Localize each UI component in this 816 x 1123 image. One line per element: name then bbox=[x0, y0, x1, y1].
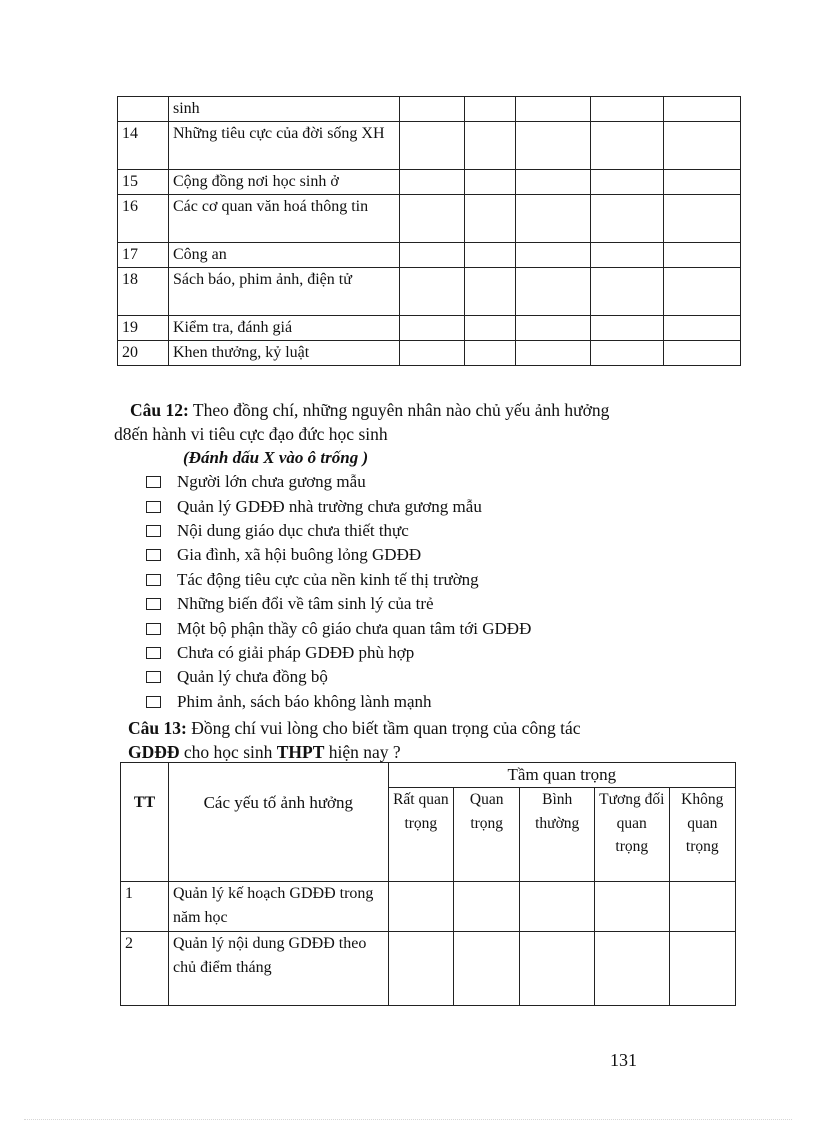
checkbox-icon[interactable] bbox=[146, 525, 161, 537]
checkbox-icon[interactable] bbox=[146, 501, 161, 513]
question-text-line2: d8ến hành vi tiêu cực đạo đức học sinh bbox=[114, 424, 388, 444]
page-number: 131 bbox=[610, 1050, 637, 1070]
checkbox-list bbox=[146, 470, 531, 714]
row-text: sinh bbox=[169, 97, 400, 122]
importance-table bbox=[120, 762, 736, 1006]
header-importance: Tầm quan trọng bbox=[388, 763, 735, 788]
table-row bbox=[118, 316, 741, 341]
checkbox-icon[interactable] bbox=[146, 598, 161, 610]
checkbox-icon[interactable] bbox=[146, 476, 161, 488]
question-text-line2: GDĐĐ cho học sinh THPT hiện nay ? bbox=[128, 742, 401, 762]
checkbox-option[interactable]: Phim ảnh, sách báo không lành mạnh bbox=[146, 690, 531, 714]
question-text-line1: Đồng chí vui lòng cho biết tầm quan trọng của công tác bbox=[186, 718, 581, 738]
row-number: 20 bbox=[118, 341, 169, 366]
checkbox-option[interactable]: Tác động tiêu cực của nền kinh tế thị trường bbox=[146, 568, 531, 592]
table-row bbox=[118, 122, 741, 170]
question-label: Câu 13: bbox=[128, 718, 187, 738]
table-row bbox=[118, 341, 741, 366]
influence-factors-table bbox=[117, 96, 741, 366]
table-row bbox=[118, 97, 741, 122]
row-text: Quản lý nội dung GDĐĐ theo chủ điểm tháng bbox=[169, 932, 389, 1006]
row-text: Khen thưởng, kỷ luật bbox=[169, 341, 400, 366]
row-number: 15 bbox=[118, 170, 169, 195]
checkbox-option[interactable]: Quản lý GDĐĐ nhà trường chưa gương mẫu bbox=[146, 494, 531, 518]
level-important: Quan trọng bbox=[454, 788, 520, 882]
row-number: 16 bbox=[118, 195, 169, 243]
checkbox-icon[interactable] bbox=[146, 574, 161, 586]
table-row bbox=[118, 170, 741, 195]
question-text-line1: Theo đồng chí, những nguyên nhân nào chủ yếu ảnh hưởng bbox=[188, 400, 610, 420]
row-text: Cộng đồng nơi học sinh ở bbox=[169, 170, 400, 195]
checkbox-option[interactable]: Gia đình, xã hội buông lỏng GDĐĐ bbox=[146, 543, 531, 567]
table-row bbox=[118, 268, 741, 316]
row-number: 17 bbox=[118, 243, 169, 268]
checkbox-option[interactable]: Chưa có giải pháp GDĐĐ phù hợp bbox=[146, 641, 531, 665]
row-number: 2 bbox=[121, 932, 169, 1006]
row-text: Những tiêu cực của đời sống XH bbox=[169, 122, 400, 170]
checkbox-icon[interactable] bbox=[146, 623, 161, 635]
checkbox-icon[interactable] bbox=[146, 549, 161, 561]
level-normal: Bình thường bbox=[520, 788, 595, 882]
question-instruction: (Đánh dấu X vào ô trống ) bbox=[183, 448, 369, 467]
table-row bbox=[121, 932, 736, 1006]
checkbox-option[interactable]: Quản lý chưa đồng bộ bbox=[146, 665, 531, 689]
question-label: Câu 12: bbox=[130, 400, 189, 420]
header-tt: TT bbox=[121, 763, 169, 882]
level-not-important: Không quan trọng bbox=[669, 788, 735, 882]
level-very-important: Rất quan trọng bbox=[388, 788, 453, 882]
row-number bbox=[118, 97, 169, 122]
table-row bbox=[118, 195, 741, 243]
checkbox-option[interactable]: Một bộ phận thầy cô giáo chưa quan tâm tới GDĐĐ bbox=[146, 616, 531, 640]
checkbox-option[interactable]: Nội dung giáo dục chưa thiết thực bbox=[146, 519, 531, 543]
table-row bbox=[118, 243, 741, 268]
checkbox-option[interactable]: Những biến đổi về tâm sinh lý của trẻ bbox=[146, 592, 531, 616]
question-12 bbox=[114, 398, 730, 444]
row-text: Công an bbox=[169, 243, 400, 268]
row-text: Sách báo, phim ảnh, điện tử bbox=[169, 268, 400, 316]
row-text: Quản lý kế hoạch GDĐĐ trong năm học bbox=[169, 882, 389, 932]
row-number: 1 bbox=[121, 882, 169, 932]
row-number: 14 bbox=[118, 122, 169, 170]
checkbox-icon[interactable] bbox=[146, 696, 161, 708]
footer-divider bbox=[24, 1119, 792, 1120]
checkbox-icon[interactable] bbox=[146, 671, 161, 683]
row-number: 19 bbox=[118, 316, 169, 341]
question-13 bbox=[128, 716, 728, 762]
row-text: Các cơ quan văn hoá thông tin bbox=[169, 195, 400, 243]
row-text: Kiểm tra, đánh giá bbox=[169, 316, 400, 341]
level-relatively-important: Tương đối quan trọng bbox=[594, 788, 669, 882]
header-factors: Các yếu tố ảnh hưởng bbox=[169, 763, 389, 882]
table-header-row bbox=[121, 763, 736, 788]
checkbox-option[interactable]: Người lớn chưa gương mẫu bbox=[146, 470, 531, 494]
checkbox-icon[interactable] bbox=[146, 647, 161, 659]
table-row bbox=[121, 882, 736, 932]
row-number: 18 bbox=[118, 268, 169, 316]
